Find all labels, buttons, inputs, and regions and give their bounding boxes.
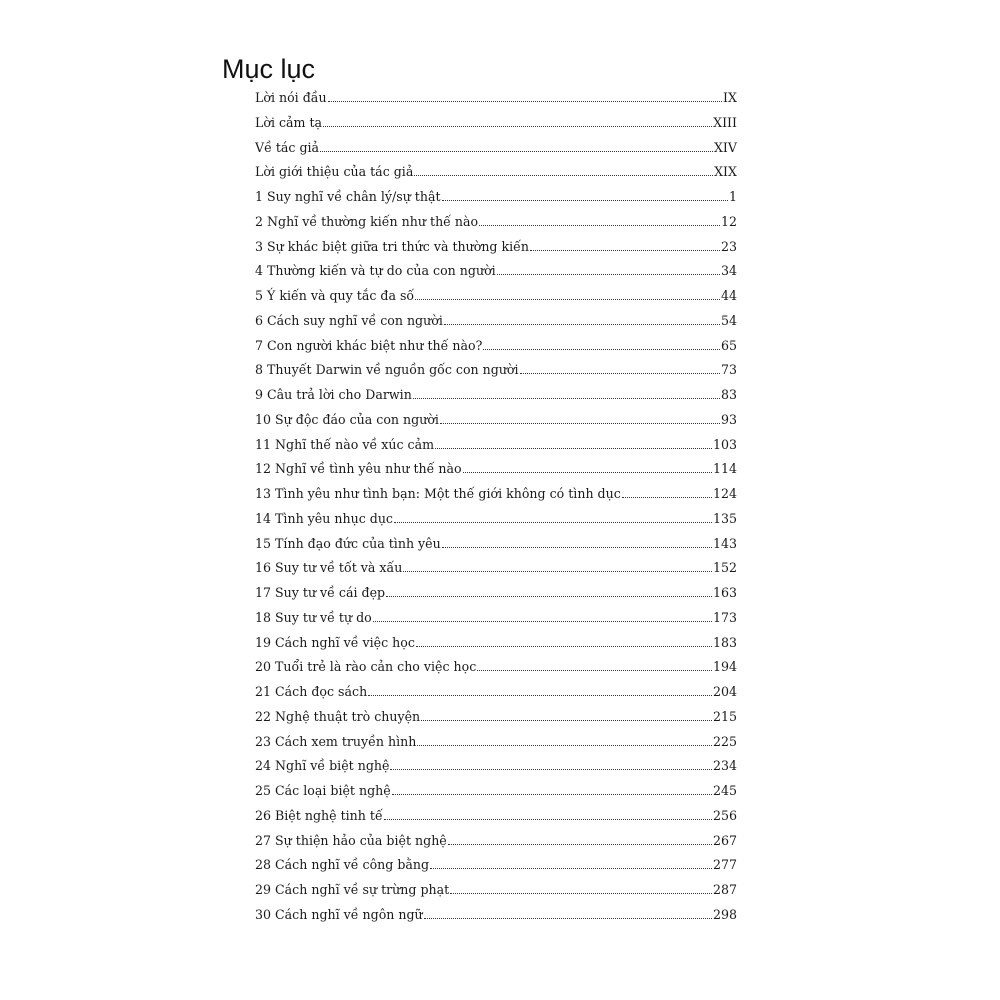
toc-entry-title: 4 Thường kiến và tự do của con người [255, 263, 496, 279]
toc-entry [255, 235, 737, 260]
toc-entry-title: Lời nói đầu [255, 90, 327, 105]
toc-entry-page-number: 124 [712, 486, 737, 501]
toc-entry-page-number: 114 [712, 461, 737, 477]
toc-entry [255, 457, 737, 482]
toc-entry-title: 18 Suy tư về tự do [255, 609, 372, 625]
toc-entry-page-number: XIV [713, 139, 737, 155]
dot-leader [424, 918, 712, 919]
toc-entry [255, 853, 737, 878]
toc-entry [255, 383, 737, 408]
toc-entry-page-number: XIII [713, 114, 737, 130]
toc-entry-page-number: XIX [714, 164, 737, 180]
toc-entry-title: 6 Cách suy nghĩ về con người [255, 312, 443, 328]
toc-entry-title: 27 Sự thiện hảo của biệt nghệ [255, 832, 447, 848]
toc-entry [255, 86, 737, 111]
dot-leader [392, 794, 712, 795]
dot-leader [479, 225, 720, 226]
toc-entry [255, 754, 737, 779]
toc-entry [255, 210, 737, 235]
dot-leader [430, 868, 712, 869]
toc-entry-title: 28 Cách nghĩ về công bằng [255, 857, 430, 873]
dot-leader [413, 398, 720, 399]
dot-leader [417, 745, 712, 746]
toc-entry [255, 284, 737, 309]
toc-entry-title: 20 Tuổi trẻ là rào cản cho việc học [255, 659, 477, 675]
toc-entry [255, 631, 737, 656]
toc-entry-title: 21 Cách đọc sách [255, 684, 368, 699]
toc-entry-page-number: 135 [712, 510, 737, 526]
toc-entry-page-number: 256 [712, 807, 737, 823]
dot-leader [448, 844, 712, 845]
toc-entry-title: 24 Nghĩ về biệt nghệ [255, 758, 390, 774]
toc-entry-page-number: 215 [712, 708, 737, 724]
toc-entry-title: 3 Sự khác biệt giữa tri thức và thường kiến [255, 238, 530, 254]
toc-entry [255, 606, 737, 631]
toc-entry-title: 5 Ý kiến và quy tắc đa số [255, 288, 415, 303]
dot-leader [477, 670, 712, 671]
toc-entry-page-number: 12 [720, 213, 737, 229]
dot-leader [384, 819, 712, 820]
dot-leader [435, 448, 712, 449]
toc-entry-page-number: 194 [712, 659, 737, 675]
toc-entry-page-number: 73 [720, 362, 737, 378]
toc-entry [255, 334, 737, 359]
toc-entry-page-number: 225 [712, 733, 737, 749]
toc-entry-title: Lời cảm tạ [255, 114, 323, 130]
toc-entry-page-number: 277 [712, 857, 737, 873]
toc-entry-title: 10 Sự độc đáo của con người [255, 411, 439, 427]
toc-entry-title: 15 Tính đạo đức của tình yêu [255, 535, 441, 551]
dot-leader [320, 151, 713, 152]
dot-leader [416, 646, 712, 647]
toc-entry-title: 26 Biệt nghệ tinh tế [255, 807, 383, 823]
toc-entry [255, 358, 737, 383]
toc-entry-page-number: 287 [712, 882, 737, 897]
toc-entry-title: 29 Cách nghĩ về sự trừng phạt [255, 882, 450, 897]
dot-leader [390, 769, 711, 770]
dot-leader [450, 893, 712, 894]
toc-entry [255, 433, 737, 458]
toc-entry-title: 22 Nghệ thuật trò chuyện [255, 708, 421, 724]
toc-entry-page-number: 1 [728, 189, 737, 204]
toc-entry-title: 16 Suy tư về tốt và xấu [255, 560, 403, 576]
toc-entry [255, 185, 737, 210]
toc-entry-page-number: 83 [720, 387, 737, 402]
dot-leader [403, 571, 712, 572]
toc-entry-page-number: 54 [720, 312, 737, 328]
toc-entry [255, 309, 737, 334]
dot-leader [497, 274, 720, 275]
toc-entry-title: 30 Cách nghĩ về ngôn ngữ [255, 906, 423, 922]
toc-entry-title: Về tác giả [255, 139, 320, 155]
toc-entry-title: 2 Nghĩ về thường kiến như thế nào [255, 213, 479, 229]
toc-heading: Mục lục [222, 54, 316, 84]
toc-entry-title: Lời giới thiệu của tác giả [255, 164, 414, 180]
toc-entry [255, 507, 737, 532]
dot-leader [444, 324, 720, 325]
toc-entry-title: 25 Các loại biệt nghệ [255, 783, 391, 798]
dot-leader [622, 497, 712, 498]
toc-entry-title: 17 Suy tư về cái đẹp [255, 585, 386, 600]
toc-entry-page-number: 93 [720, 411, 737, 427]
toc-entry-page-number: 183 [712, 634, 737, 650]
dot-leader [421, 720, 712, 721]
toc-entry-page-number: 152 [712, 560, 737, 576]
toc-entry [255, 680, 737, 705]
toc-entry-page-number: 34 [720, 263, 737, 279]
toc-entry [255, 804, 737, 829]
toc-entry [255, 730, 737, 755]
toc-entry-title: 7 Con người khác biệt như thế nào? [255, 337, 483, 353]
toc-entry [255, 408, 737, 433]
dot-leader [530, 250, 720, 251]
dot-leader [442, 200, 728, 201]
toc-entry-title: 11 Nghĩ thế nào về xúc cảm [255, 436, 435, 452]
toc-entry [255, 779, 737, 804]
toc-entry-page-number: 143 [712, 535, 737, 551]
toc-entry-page-number: 267 [712, 832, 737, 848]
toc-entry-page-number: 44 [720, 288, 737, 303]
toc-entry-title: 8 Thuyết Darwin về nguồn gốc con người [255, 362, 519, 378]
toc-entry [255, 581, 737, 606]
toc-entry-page-number: 204 [712, 684, 737, 699]
toc-entry [255, 829, 737, 854]
dot-leader [368, 695, 712, 696]
toc-entry-page-number: 234 [712, 758, 737, 774]
toc-entry [255, 903, 737, 928]
toc-entry-title: 23 Cách xem truyền hình [255, 733, 417, 749]
table-of-contents [255, 86, 737, 928]
dot-leader [328, 101, 722, 102]
toc-entry-title: 9 Câu trả lời cho Darwin [255, 387, 412, 402]
dot-leader [373, 621, 712, 622]
toc-entry-page-number: 65 [720, 337, 737, 353]
dot-leader [442, 547, 712, 548]
toc-entry-page-number: IX [723, 90, 737, 105]
toc-entry-page-number: 23 [720, 238, 737, 254]
toc-entry-page-number: 245 [712, 783, 737, 798]
dot-leader [394, 522, 712, 523]
toc-entry-title: 12 Nghĩ về tình yêu như thế nào [255, 461, 462, 477]
toc-entry-page-number: 103 [712, 436, 737, 452]
toc-entry [255, 532, 737, 557]
toc-entry-page-number: 173 [712, 609, 737, 625]
toc-entry [255, 111, 737, 136]
toc-entry-title: 13 Tình yêu như tình bạn: Một thế giới không có tình dục [255, 486, 621, 501]
toc-entry-page-number: 298 [712, 906, 737, 922]
dot-leader [520, 373, 720, 374]
dot-leader [463, 472, 712, 473]
toc-entry [255, 655, 737, 680]
toc-entry [255, 136, 737, 161]
dot-leader [483, 349, 720, 350]
toc-entry-title: 14 Tình yêu nhục dục [255, 510, 393, 526]
toc-entry-title: 19 Cách nghĩ về việc học [255, 634, 415, 650]
dot-leader [386, 596, 712, 597]
toc-entry [255, 705, 737, 730]
dot-leader [323, 126, 712, 127]
toc-entry [255, 878, 737, 903]
dot-leader [415, 299, 720, 300]
toc-entry-title: 1 Suy nghĩ về chân lý/sự thật [255, 189, 441, 204]
toc-entry [255, 160, 737, 185]
toc-entry [255, 259, 737, 284]
toc-entry [255, 482, 737, 507]
toc-entry [255, 556, 737, 581]
toc-entry-page-number: 163 [712, 585, 737, 600]
dot-leader [414, 175, 713, 176]
dot-leader [440, 423, 720, 424]
